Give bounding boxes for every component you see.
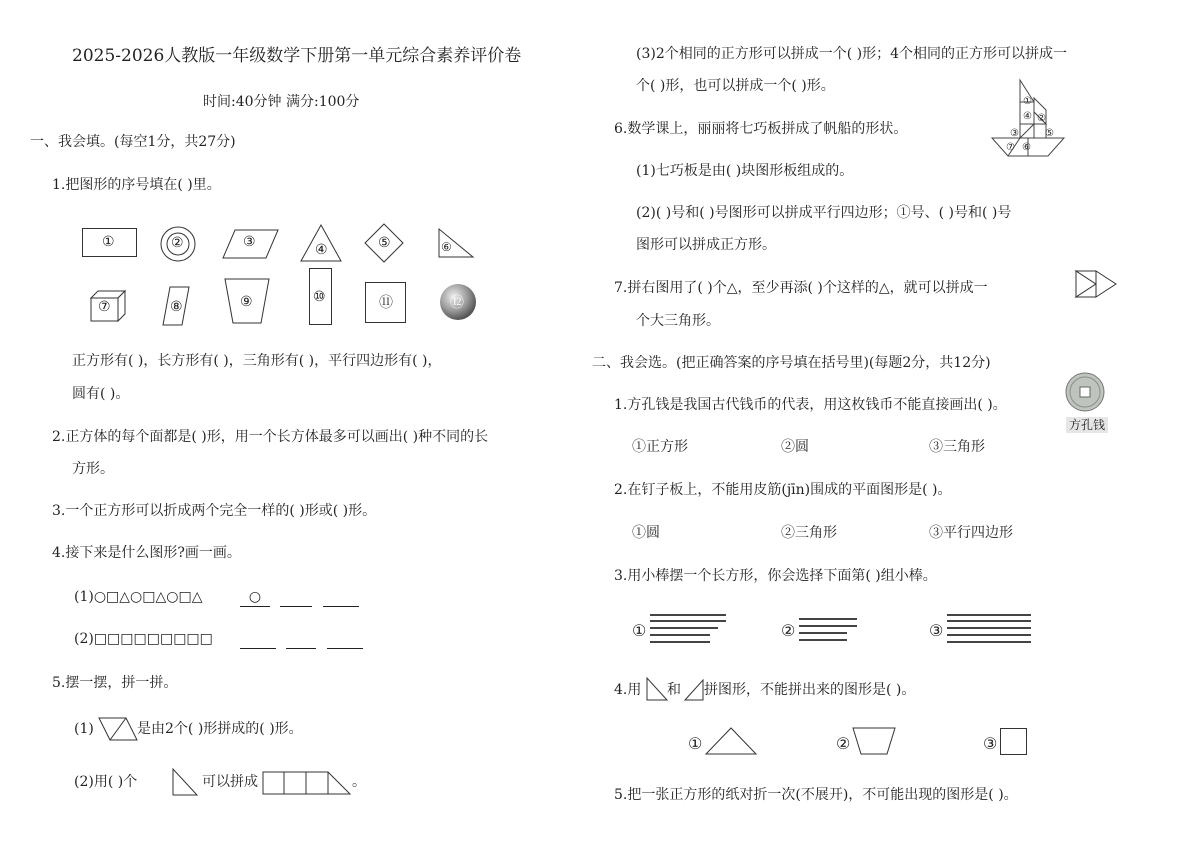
q7-line2: 个大三角形。	[636, 313, 720, 329]
q2-line1: 2.正方体的每个面都是( )形，用一个长方体最多可以画出( )种不同的长	[52, 429, 489, 445]
q5-2-prefix: (2)用( )个	[74, 774, 138, 790]
isosceles-triangle-icon	[705, 727, 757, 755]
q5-stem: 5.摆一摆，拼一拼。	[52, 675, 178, 691]
q5-3-line2: 个( )形，也可以拼成一个( )形。	[636, 78, 835, 94]
sticks-group-3-icon	[945, 611, 1035, 647]
s2-q4-stem-c: 拼图形，不能拼出来的图形是( )。	[704, 682, 916, 698]
q5-2-end: 。	[352, 774, 366, 790]
q5-3-line1: (3)2个相同的正方形可以拼成一个( )形；4个相同的正方形可以拼成一	[636, 46, 1068, 62]
q4-stem: 4.接下来是什么图形?画一画。	[52, 545, 241, 561]
q5-2-mid: 可以拼成	[202, 774, 258, 790]
s2-q1-stem: 1.方孔钱是我国古代钱币的代表，用这枚钱币不能直接画出( )。	[614, 397, 1007, 413]
q1-stem: 1.把图形的序号填在( )里。	[52, 177, 221, 193]
q4-blanks-1	[240, 589, 359, 607]
q4-answer-blank[interactable]: ○	[240, 589, 270, 607]
page-title: 2025-2026人教版一年级数学下册第一单元综合素养评价卷	[72, 46, 522, 66]
q4-blank[interactable]	[323, 589, 359, 607]
s2-q3-stem: 3.用小棒摆一个长方形，你会选择下面第( )组小棒。	[614, 568, 937, 584]
s2-q4-stem-b: 和	[667, 682, 681, 698]
s2-q3-option-c[interactable]: ③	[929, 621, 944, 640]
q4-sequence-2: (2)□□□□□□□□□	[74, 631, 213, 647]
right-triangle-icon	[172, 768, 198, 796]
triangle-arrangement-icon	[1075, 270, 1117, 298]
q4-blank[interactable]	[286, 631, 316, 649]
s2-q4-stem-a: 4.用	[614, 682, 642, 698]
q6-stem: 6.数学课上，丽丽将七巧板拼成了帆船的形状。	[614, 121, 908, 137]
q6-part2-line2: 图形可以拼成正方形。	[636, 237, 776, 253]
q4-blank[interactable]	[280, 589, 312, 607]
s2-q2-stem: 2.在钉子板上，不能用皮筋(jīn)围成的平面图形是( )。	[614, 482, 952, 498]
s2-q2-option-c[interactable]: ③平行四边形	[929, 525, 1013, 541]
q7-line1: 7.拼右图用了( )个△，至少再添( )个这样的△，就可以拼成一	[614, 280, 988, 296]
s2-q5-stem: 5.把一张正方形的纸对折一次(不展开)，不可能出现的图形是( )。	[614, 787, 1018, 803]
s2-q1-option-b[interactable]: ②圆	[781, 439, 809, 455]
right-triangle-icon	[646, 677, 668, 701]
q5-1-text: 是由2个( )形拼成的( )形。	[137, 721, 303, 737]
s2-q4-option-c[interactable]: ③	[983, 734, 998, 753]
small-triangle-icon	[684, 679, 704, 701]
s2-q4-option-b[interactable]: ②	[836, 734, 851, 753]
composite-rectangle-icon	[262, 771, 352, 795]
exam-info: 时间:40分钟 满分:100分	[203, 94, 360, 110]
section1-heading: 一、我会填。(每空1分，共27分)	[30, 134, 236, 150]
trapezoid-icon	[852, 727, 896, 755]
section2-heading: 二、我会选。(把正确答案的序号填在括号里)(每题2分，共12分)	[592, 355, 991, 371]
q4-sequence-1: (1)○□△○□△○□△	[74, 589, 203, 605]
q6-part2-line1: (2)( )号和( )号图形可以拼成平行四边形；①号、( )号和( )号	[636, 205, 1012, 221]
q2-line2: 方形。	[72, 461, 114, 477]
q1-answer-line1: 正方形有( )，长方形有( )，三角形有( )，平行四边形有( )，	[72, 353, 442, 369]
s2-q3-option-a[interactable]: ①	[632, 621, 647, 640]
q1-answer-line2: 圆有( )。	[72, 386, 130, 402]
square-icon	[1000, 728, 1028, 756]
q3-text: 3.一个正方形可以折成两个完全一样的( )形或( )形。	[52, 503, 377, 519]
sticks-group-1-icon	[648, 611, 728, 647]
q5-1-prefix: (1)	[74, 721, 94, 737]
sticks-group-2-icon	[797, 615, 861, 643]
q4-blanks-2	[240, 631, 363, 649]
s2-q1-option-c[interactable]: ③三角形	[929, 439, 985, 455]
q6-part1: (1)七巧板是由( )块图形板组成的。	[636, 163, 854, 179]
q4-blank[interactable]	[240, 631, 276, 649]
s2-q1-option-a[interactable]: ①正方形	[632, 439, 688, 455]
s2-q2-option-b[interactable]: ②三角形	[781, 525, 837, 541]
q4-blank[interactable]	[327, 631, 363, 649]
s2-q2-option-a[interactable]: ①圆	[632, 525, 660, 541]
s2-q4-option-a[interactable]: ①	[688, 734, 703, 753]
parallelogram-from-triangles-icon	[98, 717, 138, 741]
s2-q3-option-b[interactable]: ②	[781, 621, 796, 640]
